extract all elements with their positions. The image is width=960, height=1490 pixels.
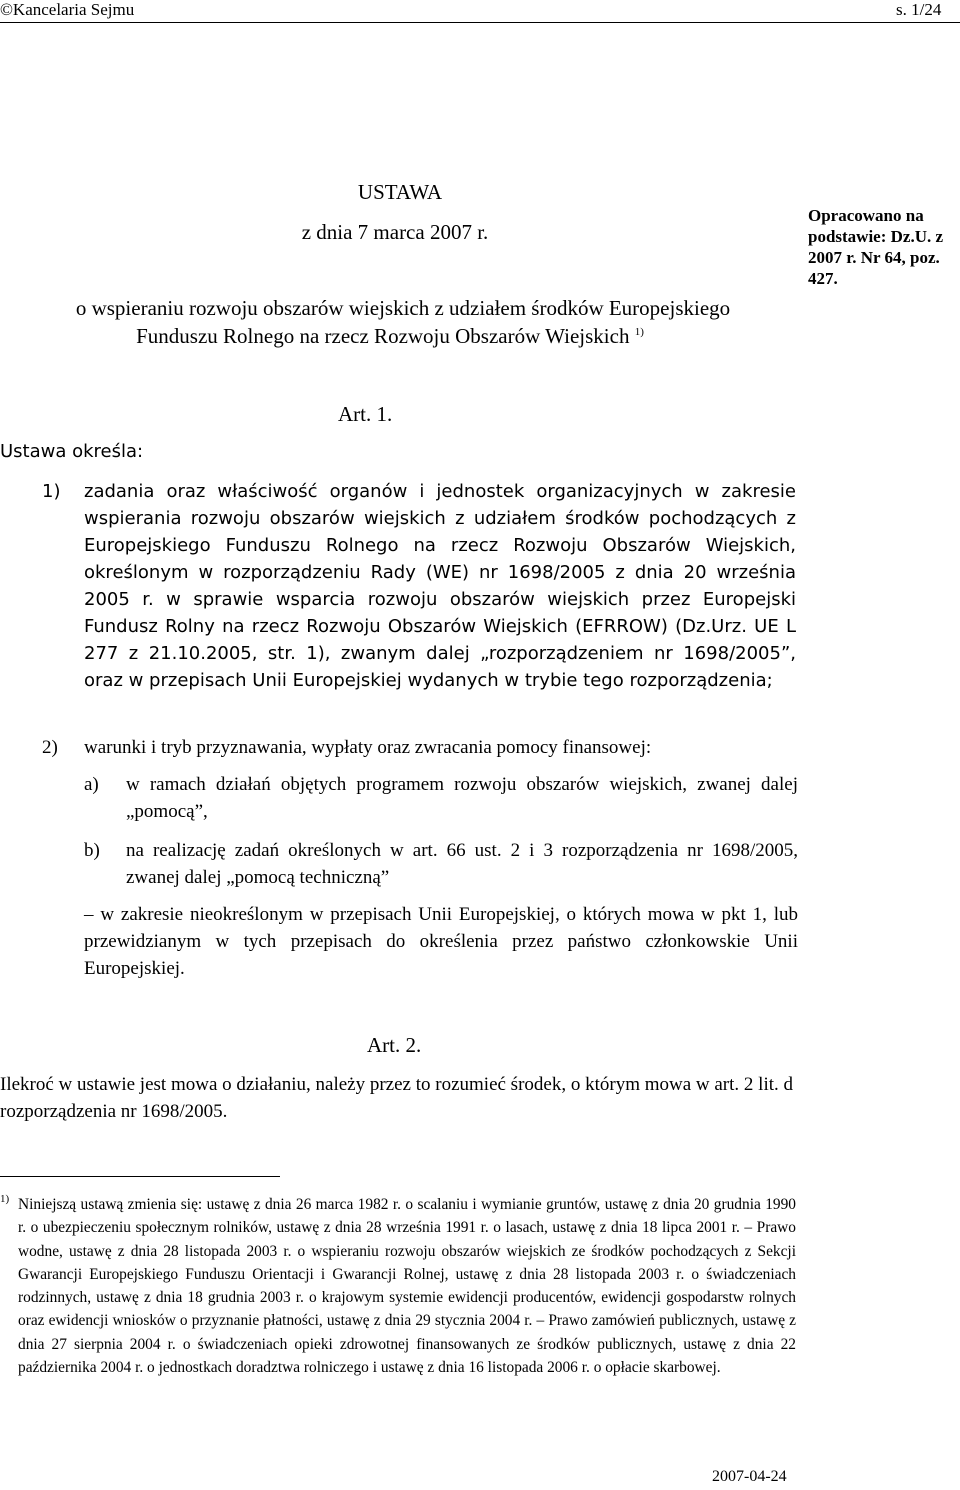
header-copyright: ©Kancelaria Sejmu xyxy=(0,0,135,19)
art1-item2b-text: na realizację zadań określonych w art. 66 ust. 2 i 3 rozporządzenia nr 1698/2005, zwanej dalej „pomocą techniczną” xyxy=(126,840,798,888)
page-number: s. 1/24 xyxy=(896,0,942,19)
art1-item2a-letter: a) xyxy=(84,774,99,795)
source-note: Opracowano na podstawie: Dz.U. z 2007 r. Nr 64, poz. 427. xyxy=(808,206,944,288)
art1-item2a-text: w ramach działań objętych programem rozwoju obszarów wiejskich, zwanej dalej „pomocą”, xyxy=(126,774,798,822)
art2-heading: Art. 2. xyxy=(367,1033,422,1057)
act-type-title: USTAWA xyxy=(357,180,443,204)
art1-item1-text: zadania oraz właściwość organów i jednostek organizacyjnych w zakresie wspierania rozwoju obszarów wiejskich z udziałem środków pochodzących z Europejskiego Funduszu Rolnego na rzecz Rozwoju Obszarów Wiejskich, określonym w rozporządzeniu Rady (WE) nr 1698/2005 z dnia 20 września 2005 r. w sprawie wsparcia rozwoju obszarów wiejskich przez Europejski Fundusz Rolny na rzecz Rozwoju Obszarów Wiejskich (EFRROW) (Dz.Urz. UE L 277 z 21.10.2005, str. 1), zwanym dalej „rozporządzeniem nr 1698/2005”, oraz w przepisach Unii Europejskiej wydanych w trybie tego rozporządzenia; xyxy=(84,481,796,691)
act-date: z dnia 7 marca 2007 r. xyxy=(301,220,489,244)
art1-item2-number: 2) xyxy=(42,737,58,758)
art1-item2b-letter: b) xyxy=(84,840,100,861)
header-divider xyxy=(0,22,960,23)
footnote-divider xyxy=(0,1176,280,1177)
footnote-reference[interactable]: 1) xyxy=(634,326,644,338)
art1-closing-clause: – w zakresie nieokreślonym w przepisach Unii Europejskiej, o których mowa w pkt 1, lub przewidzianym w tych przepisach do określenia przez państwo członkowskie Unii Europejskiej. xyxy=(84,904,798,979)
art1-intro: Ustawa określa: xyxy=(0,441,144,462)
act-subject-text: Funduszu Rolnego na rzecz Rozwoju Obszarów Wiejskich xyxy=(136,324,630,348)
art1-heading: Art. 1. xyxy=(338,402,393,426)
art1-item1-number: 1) xyxy=(42,481,61,502)
art2-text: Ilekroć w ustawie jest mowa o działaniu, należy przez to rozumieć środek, o którym mowa w art. 2 lit. d rozporządzenia nr 1698/2005. xyxy=(0,1074,793,1122)
footnote-text: Niniejszą ustawą zmienia się: ustawę z dnia 26 marca 1982 r. o scalaniu i wymianie gruntów, ustawę z dnia 20 grudnia 1990 r. o ubezpieczeniu społecznym rolników, ustawę z dnia 28 września 1991 r. o lasach, ustawę z dnia 18 lipca 2001 r. – Prawo wodne, ustawę z dnia 28 listopada 2003 r. o wspieraniu rozwoju obszarów wiejskich ze środków pochodzących z Sekcji Gwarancji Europejskiego Funduszu Orientacji i Gwarancji Rolnej, ustawę z dnia 28 listopada 2003 r. o świadczeniach rodzinnych, ustawę z dnia 18 grudnia 2003 r. o krajowym systemie ewidencji producentów, ewidencji gospodarstw rolnych oraz ewidencji wniosków o przyznanie płatności, ustawę z dnia 29 stycznia 2004 r. – Prawo zamówień publicznych, ustawę z dnia 27 sierpnia 2004 r. o świadczeniach opieki zdrowotnej finansowanych ze środków publicznych, ustawę z dnia 22 października 2004 r. o jednostkach doradztwa rolniczego i ustawę z dnia 16 listopada 2006 r. o opłacie skarbowej. xyxy=(18,1196,796,1377)
footer-date: 2007-04-24 xyxy=(712,1468,787,1485)
act-subject-line1: o wspieraniu rozwoju obszarów wiejskich z udziałem środków Europejskiego xyxy=(75,296,731,320)
act-subject-line2 xyxy=(0,321,780,351)
art1-item2-text: warunki i tryb przyznawania, wypłaty oraz zwracania pomocy finansowej: xyxy=(84,737,652,758)
footnote-marker: 1) xyxy=(0,1193,10,1205)
